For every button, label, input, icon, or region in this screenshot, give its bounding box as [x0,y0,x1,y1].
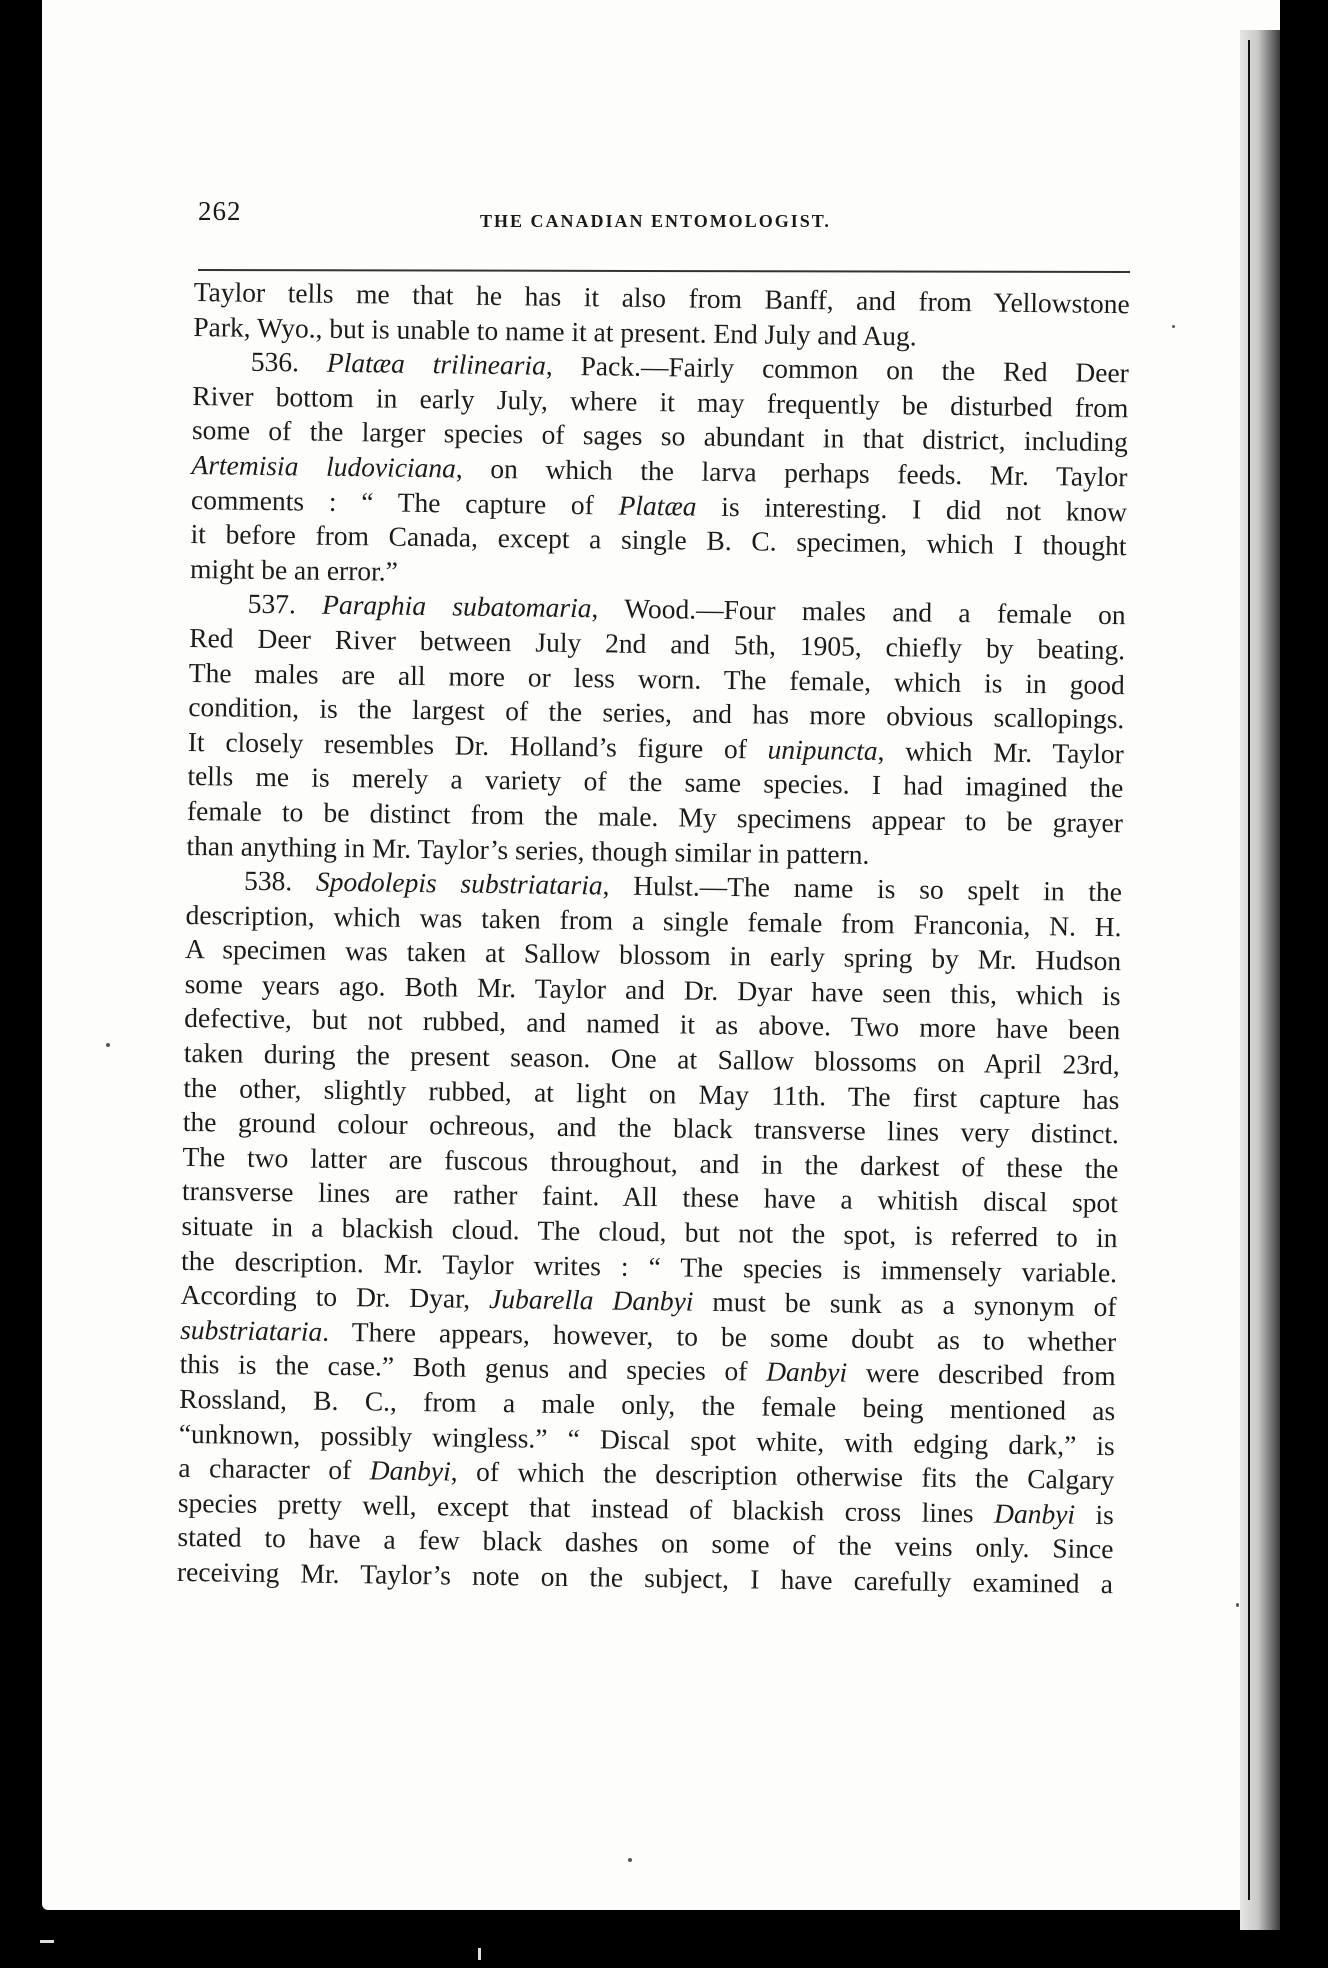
text-line: receiving Mr. Taylor’s note on the subject, I have carefully examined a [176,1555,1114,1600]
margin-speck [1236,1603,1239,1607]
page-gutter-shadow [1240,30,1280,1930]
italic-taxon: substriataria [179,1313,323,1347]
italic-taxon: Paraphia subatomaria [321,589,592,624]
text-line: substriataria. There appears, however, to be some doubt as to whether [179,1313,1117,1357]
italic-taxon: Danbyi [993,1497,1076,1530]
text-line: comments : “ The capture of Platæa is interesting. I did not know [190,483,1128,527]
text-line: 536. Platæa trilinearia, Pack.—Fairly common on the Red Deer [250,345,1130,389]
scan-corner-mark [478,1948,481,1960]
margin-speck [628,1858,632,1862]
text-line: transverse lines are rather faint. All these have a whitish discal spot [181,1175,1119,1219]
italic-taxon: Danbyi [765,1355,848,1389]
text-line: might be an error.” [189,552,399,587]
text-line: it before from Canada, except a single B. C. specimen, which I thought [190,518,1127,562]
page-header [198,196,1130,236]
italic-taxon: Jubarella Danbyi [488,1283,694,1317]
text-line: description, which was taken from a single female from Franconia, N. H. [185,898,1122,942]
text-line: than anything in Mr. Taylor’s series, though similar in pattern. [186,829,870,870]
margin-speck [106,1043,110,1047]
text-line: situate in a blackish cloud. The cloud, but not the spot, is referred to in [181,1209,1118,1254]
text-line: the other, slightly rubbed, at light on May 11th. The first capture has [183,1071,1120,1115]
italic-taxon: Spodolepis substriataria [315,865,603,901]
italic-taxon: unipuncta [767,733,878,766]
body-text [177,275,1130,1602]
text-line: some years ago. Both Mr. Taylor and Dr. Dyar have seen this, which is [184,967,1121,1012]
text-line: The two latter are fuscous throughout, and in the darkest of these the [182,1140,1119,1185]
scan-corner-mark [40,1940,54,1943]
text-line: River bottom in early July, where it may frequently be disturbed from [192,379,1129,424]
text-line: According to Dr. Dyar, Jubarella Danbyi must be sunk as a synonym of [180,1279,1117,1323]
text-line: Red Deer River between July 2nd and 5th, 1905, chiefly by beating. [189,621,1126,666]
text-line: Taylor tells me that he has it also from Banff, and from Yellowstone [193,275,1130,320]
text-line: the description. Mr. Taylor writes : “ The species is immensely variable. [180,1244,1118,1288]
text-line: a character of Danbyi, of which the description otherwise fits the Calgary [178,1452,1115,1496]
text-line: defective, but not rubbed, and named it as above. Two more have been [184,1002,1121,1046]
text-line: A specimen was taken at Sallow blossom in early spring by Mr. Hudson [184,933,1122,977]
spine-edge [1248,40,1250,1900]
text-line: female to be distinct from the male. My specimens appear to be grayer [186,794,1124,839]
italic-taxon: Platæa [618,489,697,522]
running-title: THE CANADIAN ENTOMOLOGIST. [480,211,831,231]
text-line: Rossland, B. C., from a male only, the female being mentioned as [179,1382,1116,1427]
page-number: 262 [198,196,242,226]
italic-taxon: Artemisia ludoviciana [191,448,457,484]
italic-taxon: Danbyi [369,1454,451,1487]
text-line: taken during the present season. One at Sallow blossoms on April 23rd, [183,1036,1120,1081]
text-line: tells me is merely a variety of the same species. I had imagined the [187,760,1124,804]
text-line: The males are all more or less worn. The female, which is in good [188,656,1125,700]
text-line: the ground colour ochreous, and the black transverse lines very distinct. [182,1106,1120,1150]
text-line: species pretty well, except that instead of blackish cross lines Danbyi is [177,1486,1115,1530]
text-line: condition, is the largest of the series, and has more obvious scallopings. [188,691,1125,735]
margin-speck [1172,325,1175,328]
text-line: 538. Spodolepis substriataria, Hulst.—The name is so spelt in the [243,864,1123,908]
text-line: “unknown, possibly wingless.” “ Discal spot white, with edging dark,” is [178,1417,1115,1461]
text-line: some of the larger species of sages so abundant in that district, including [191,414,1129,458]
italic-taxon: Platæa trilinearia [326,346,547,381]
text-line: Park, Wyo., but is unable to name it at present. End July and Aug. [193,310,917,352]
text-line: this is the case.” Both genus and species of Danbyi were described from [179,1348,1116,1392]
text-line: 537. Paraphia subatomaria, Wood.—Four males and a female on [247,588,1126,631]
text-line: stated to have a few black dashes on some of the veins only. Since [177,1521,1114,1565]
text-line: It closely resembles Dr. Holland’s figure of unipuncta, which Mr. Taylor [187,725,1125,769]
text-line: Artemisia ludoviciana, on which the larva perhaps feeds. Mr. Taylor [191,448,1128,493]
